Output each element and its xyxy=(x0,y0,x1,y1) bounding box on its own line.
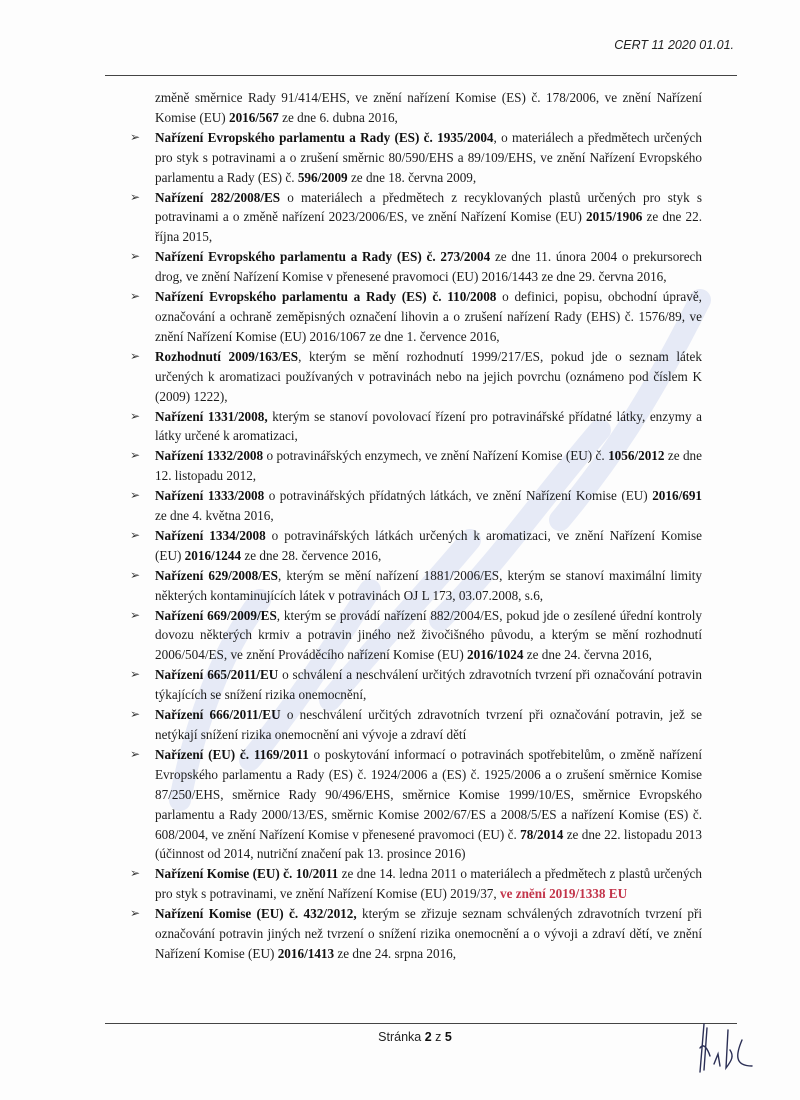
list-item xyxy=(130,526,702,566)
regulation-title: Nařízení 629/2008/ES xyxy=(155,567,278,583)
arrow-bullet-icon: ➢ xyxy=(130,348,141,363)
list-item xyxy=(130,287,702,347)
arrow-bullet-icon: ➢ xyxy=(130,249,141,264)
regulation-title: Nařízení 1332/2008 xyxy=(155,448,264,464)
bold-ref: 596/2009 xyxy=(297,169,348,185)
bold-ref: 2016/567 xyxy=(228,109,279,125)
arrow-bullet-icon: ➢ xyxy=(130,707,141,722)
regulation-title: Nařízení (EU) č. 1169/2011 xyxy=(155,746,309,762)
bold-ref: 2015/1906 xyxy=(585,209,643,225)
page-label: Stránka xyxy=(378,1030,425,1044)
regulation-text: , kterým se mění rozhodnutí 1999/217/ES, pokud jde o seznam látek určených k aromatizaci používaných v potravinách nebo na jejich povrchu (oznámeno pod číslem K (2009) 1222), xyxy=(155,348,703,404)
page-number xyxy=(0,1030,800,1044)
continuation-paragraph xyxy=(130,88,702,128)
list-item xyxy=(130,486,702,526)
regulation-title: Nařízení Komise (EU) č. 10/2011 xyxy=(155,866,339,882)
arrow-bullet-icon: ➢ xyxy=(130,189,141,204)
list-item xyxy=(130,446,702,486)
regulation-text: ze dne 24. srpna 2016, xyxy=(334,945,457,961)
regulation-text: kterým se zřizuje seznam schválených zdravotních tvrzení při označování potravin jiných než tvrzení o snížení rizika onemocnění a o vývoji a zdraví dětí, ve znění Nařízení Komise (EU) xyxy=(155,906,702,961)
bold-ref: 78/2014 xyxy=(520,826,564,842)
regulation-text: ze dne 28. července 2016, xyxy=(241,547,382,563)
list-item xyxy=(130,705,702,745)
regulation-title: Nařízení 1331/2008, xyxy=(155,408,268,424)
list-item xyxy=(130,665,702,705)
regulation-text: ze dne 14. ledna 2011 o materiálech a předmětech z plastů určených pro styk s potravinami, ve znění Nařízení Komise (EU) 2019/37, xyxy=(155,866,703,902)
list-item xyxy=(130,347,702,407)
bold-ref: 2016/1413 xyxy=(277,945,335,961)
regulation-text: ze dne 22. listopadu 2013 (účinnost od 2014, nutriční značení pak 13. prosince 2016) xyxy=(155,826,702,862)
arrow-bullet-icon: ➢ xyxy=(130,527,141,542)
regulation-text: , kterým se mění nařízení 1881/2006/ES, kterým se stanoví maximální limity některých kontaminujících látek v potravinách OJ L 173, 03.07.2008, s.6, xyxy=(155,567,702,603)
regulation-text: ze dne 24. června 2016, xyxy=(523,647,652,663)
list-item xyxy=(130,128,702,188)
arrow-bullet-icon: ➢ xyxy=(130,906,141,921)
bold-ref: 2016/691 xyxy=(652,488,703,504)
bold-ref: 2016/1244 xyxy=(184,547,242,563)
regulation-title: Nařízení Evropského parlamentu a Rady (ES) č. 110/2008 xyxy=(155,289,497,305)
regulation-text: ze dne 12. listopadu 2012, xyxy=(155,448,702,484)
bold-ref: 2016/1024 xyxy=(467,647,524,663)
amendment-note: ve znění 2019/1338 EU xyxy=(500,886,628,902)
regulation-text: o neschválení určitých zdravotních tvrzení při označování potravin, jež se netýkají snížení rizika onemocnění ani vývoje a zdraví dětí xyxy=(155,707,702,742)
regulation-title: Nařízení Komise (EU) č. 432/2012, xyxy=(155,906,357,922)
list-item xyxy=(130,247,702,287)
arrow-bullet-icon: ➢ xyxy=(130,607,141,622)
regulation-title: Nařízení 666/2011/EU xyxy=(155,707,281,723)
regulation-title: Nařízení 1334/2008 xyxy=(155,527,266,543)
regulation-text: ze dne 4. května 2016, xyxy=(155,508,274,524)
arrow-bullet-icon: ➢ xyxy=(130,408,141,423)
regulation-text: , o materiálech a předmětech určených pro styk s potravinami a o zrušení směrnic 80/590/EHS a 89/109/EHS, ve znění Nařízení Evropského parlamentu a Rady (ES) č. xyxy=(155,129,702,185)
list-item xyxy=(130,904,702,964)
arrow-bullet-icon: ➢ xyxy=(130,488,141,503)
list-item xyxy=(130,864,702,904)
header-rule xyxy=(105,75,737,76)
regulation-list xyxy=(130,88,702,964)
total-pages: 5 xyxy=(444,1030,452,1044)
text: ze dne 6. dubna 2016, xyxy=(278,109,398,125)
regulation-text: ze dne 18. června 2009, xyxy=(347,169,477,185)
regulation-title: Nařízení Evropského parlamentu a Rady (ES) č. 273/2004 xyxy=(155,249,491,265)
arrow-bullet-icon: ➢ xyxy=(130,567,141,582)
bold-ref: 1056/2012 xyxy=(608,448,665,464)
regulation-text: o poskytování informací o potravinách spotřebitelům, o změně nařízení Evropského parlamentu a Rady (ES) č. 1924/2006 a (ES) č. 1925/2006 a o zrušení směrnice Komise 87/250/EHS, směrnice Rady 90/496/EHS, směrnice Komise 1999/10/ES, směrnice Evropského parlamentu a Rady 2000/13/ES, směrnic Komise 2002/67/ES a 2008/5/ES a nařízení Komise (ES) č. 608/2004, ve znění Nařízení Komise v přenesené pravomoci (EU) č. xyxy=(155,746,702,842)
regulation-text: o potravinářských látkách určených k aromatizaci, ve znění Nařízení Komise (EU) xyxy=(155,527,702,563)
regulation-text: ze dne 22. října 2015, xyxy=(155,209,702,245)
regulation-text: o schválení a neschválení určitých zdravotních tvrzení při označování potravin týkajících se snížení rizika onemocnění, xyxy=(155,667,702,703)
list-item xyxy=(130,407,702,447)
arrow-bullet-icon: ➢ xyxy=(130,746,141,761)
regulation-text: kterým se stanoví povolovací řízení pro potravinářské přídatné látky, enzymy a látky určené k aromatizaci, xyxy=(155,408,702,444)
arrow-bullet-icon: ➢ xyxy=(130,866,141,881)
regulation-title: Nařízení 282/2008/ES xyxy=(155,189,281,205)
arrow-bullet-icon: ➢ xyxy=(130,448,141,463)
signature xyxy=(694,1020,754,1076)
list-item xyxy=(130,188,702,248)
footer-rule xyxy=(105,1023,737,1024)
regulation-title: Nařízení 665/2011/EU xyxy=(155,667,279,683)
regulation-text: o potravinářských přídatných látkách, ve znění Nařízení Komise (EU) xyxy=(264,488,653,504)
list-item xyxy=(130,566,702,606)
list-item xyxy=(130,745,702,864)
regulation-title: Nařízení Evropského parlamentu a Rady (ES) č. 1935/2004 xyxy=(155,129,494,145)
regulation-text: o potravinářských enzymech, ve znění Nařízení Komise (EU) č. xyxy=(263,448,609,464)
list-item xyxy=(130,606,702,666)
arrow-bullet-icon: ➢ xyxy=(130,289,141,304)
regulation-text: ze dne 11. února 2004 o prekursorech drog, ve znění Nařízení Komise v přenesené pravomoci (EU) 2016/1443 ze dne 29. června 2016, xyxy=(155,249,702,285)
current-page: 2 xyxy=(424,1030,432,1044)
regulation-title: Rozhodnutí 2009/163/ES xyxy=(155,348,299,364)
document-code: CERT 11 2020 01.01. xyxy=(614,38,734,52)
regulation-text: , kterým se provádí nařízení 882/2004/ES, pokud jde o zesílené úřední kontroly dovozu některých krmiv a potravin jiného než živočišného původu, a kterým se mění rozhodnutí 2006/504/ES, ve znění Prováděcího nařízení Komise (EU) xyxy=(155,607,702,663)
page-separator: z xyxy=(431,1030,445,1044)
text: změně směrnice Rady 91/414/EHS, ve znění nařízení Komise (ES) č. 178/2006, ve znění Nařízení Komise (EU) xyxy=(155,90,702,125)
arrow-bullet-icon: ➢ xyxy=(130,129,141,144)
regulation-text: o materiálech a předmětech z recyklovaných plastů určených pro styk s potravinami a o změně nařízení 2023/2006/ES, ve znění Nařízení Komise (EU) xyxy=(155,189,702,225)
arrow-bullet-icon: ➢ xyxy=(130,667,141,682)
regulation-title: Nařízení 1333/2008 xyxy=(155,488,265,504)
regulation-title: Nařízení 669/2009/ES xyxy=(155,607,277,623)
regulation-text: o definici, popisu, obchodní úpravě, označování a ochraně zeměpisných označení lihovin a o zrušení nařízení Rady (EHS) č. 1576/89, ve znění Nařízení Komise (EU) 2016/1067 ze dne 1. července 2016, xyxy=(155,289,702,344)
